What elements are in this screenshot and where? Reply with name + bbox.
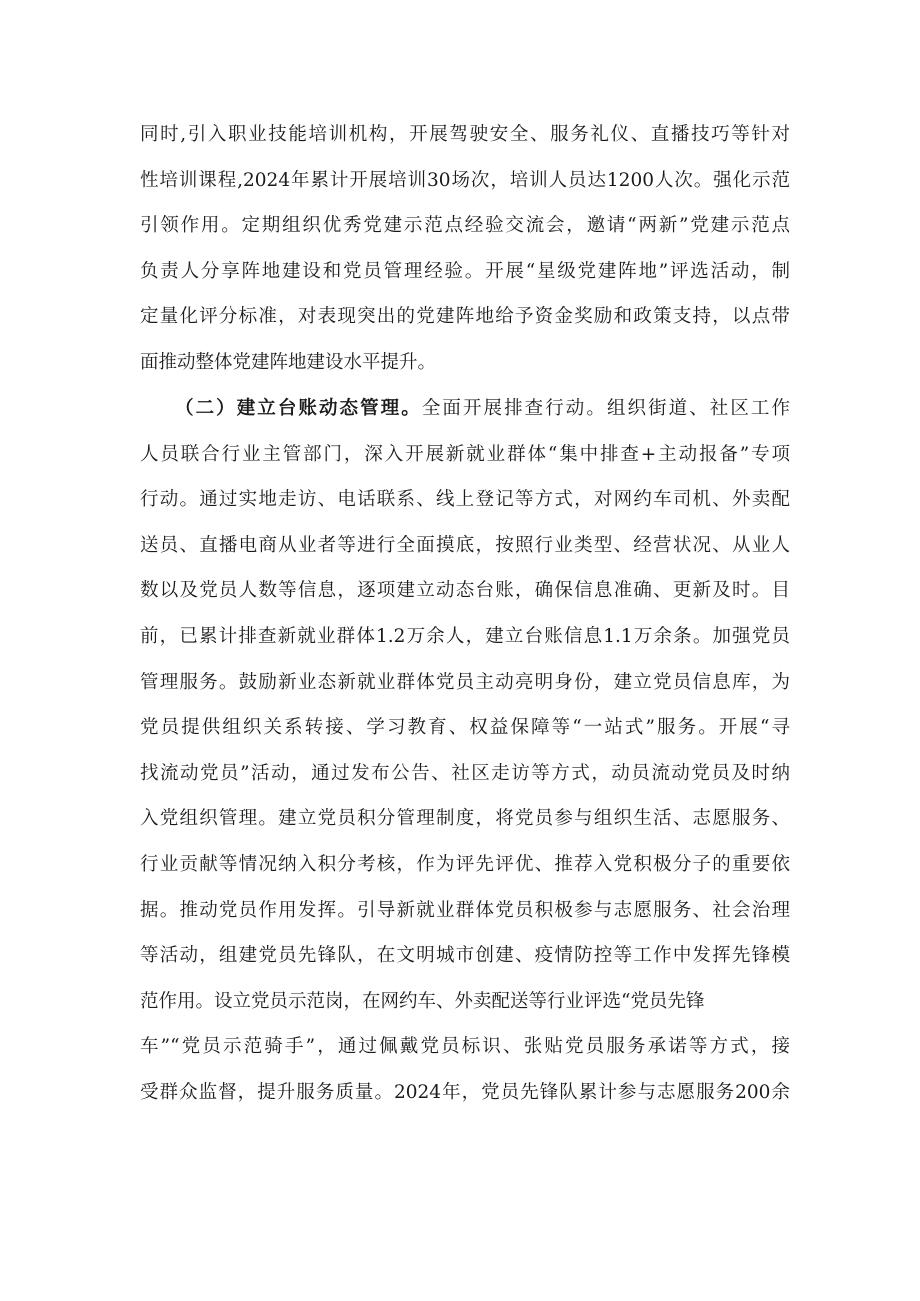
text-line: 行业贡献等情况纳入积分考核，作为评先评优、推荐入党积极分子的重要依	[140, 853, 790, 875]
section-heading: （二）建立台账动态管理。	[175, 398, 422, 419]
text-line: 入党组织管理。建立党员积分管理制度，将党员参与组织生活、志愿服务、	[140, 808, 790, 830]
text-line: 据。推动党员作用发挥。引导新就业群体党员积极参与志愿服务、社会治理	[140, 899, 790, 921]
paragraph-training-and-demonstration	[140, 112, 790, 386]
text-line: 送员、直播电商从业者等进行全面摸底，按照行业类型、经营状况、从业人	[140, 534, 790, 556]
text-line: 受群众监督，提升服务质量。2024年，党员先锋队累计参与志愿服务200余	[140, 1081, 790, 1103]
text-line-first	[140, 386, 790, 432]
text-line: 人员联合行业主管部门，深入开展新就业群体“集中排查+主动报备”专项	[140, 443, 790, 465]
text-line: 引领作用。定期组织优秀党建示范点经验交流会，邀请“两新”党建示范点	[140, 215, 790, 237]
text-line: 行动。通过实地走访、电话联系、线上登记等方式，对网约车司机、外卖配	[140, 489, 790, 511]
paragraph-ledger-management	[140, 386, 790, 1116]
text-line: 管理服务。鼓励新业态新就业群体党员主动亮明身份，建立党员信息库，为	[140, 671, 790, 693]
text-line-rest: 全面开展排查行动。组织街道、社区工作	[421, 398, 790, 419]
text-line: 定量化评分标准，对表现突出的党建阵地给予资金奖励和政策支持，以点带	[140, 306, 790, 328]
text-line: 找流动党员”活动，通过发布公告、社区走访等方式，动员流动党员及时纳	[140, 762, 790, 784]
text-line: 党员提供组织关系转接、学习教育、权益保障等“一站式”服务。开展“寻	[140, 717, 790, 739]
text-line: 前，已累计排查新就业群体1.2万余人，建立台账信息1.1万余条。加强党员	[140, 625, 790, 647]
text-line: 等活动，组建党员先锋队，在文明城市创建、疫情防控等工作中发挥先锋模	[140, 945, 790, 967]
text-line: 范作用。设立党员示范岗，在网约车、外卖配送等行业评选“党员先锋	[140, 990, 705, 1012]
text-line: 同时,引入职业技能培训机构，开展驾驶安全、服务礼仪、直播技巧等针对	[140, 124, 790, 145]
text-line: 负责人分享阵地建设和党员管理经验。开展“星级党建阵地”评选活动，制	[140, 260, 790, 282]
text-line: 面推动整体党建阵地建设水平提升。	[140, 351, 437, 373]
text-line: 性培训课程,2024年累计开展培训30场次，培训人员达1200人次。强化示范	[140, 169, 790, 191]
text-line: 车”“党员示范骑手”，通过佩戴党员标识、张贴党员服务承诺等方式，接	[140, 1036, 790, 1058]
text-line: 数以及党员人数等信息，逐项建立动态台账，确保信息准确、更新及时。目	[140, 580, 790, 602]
